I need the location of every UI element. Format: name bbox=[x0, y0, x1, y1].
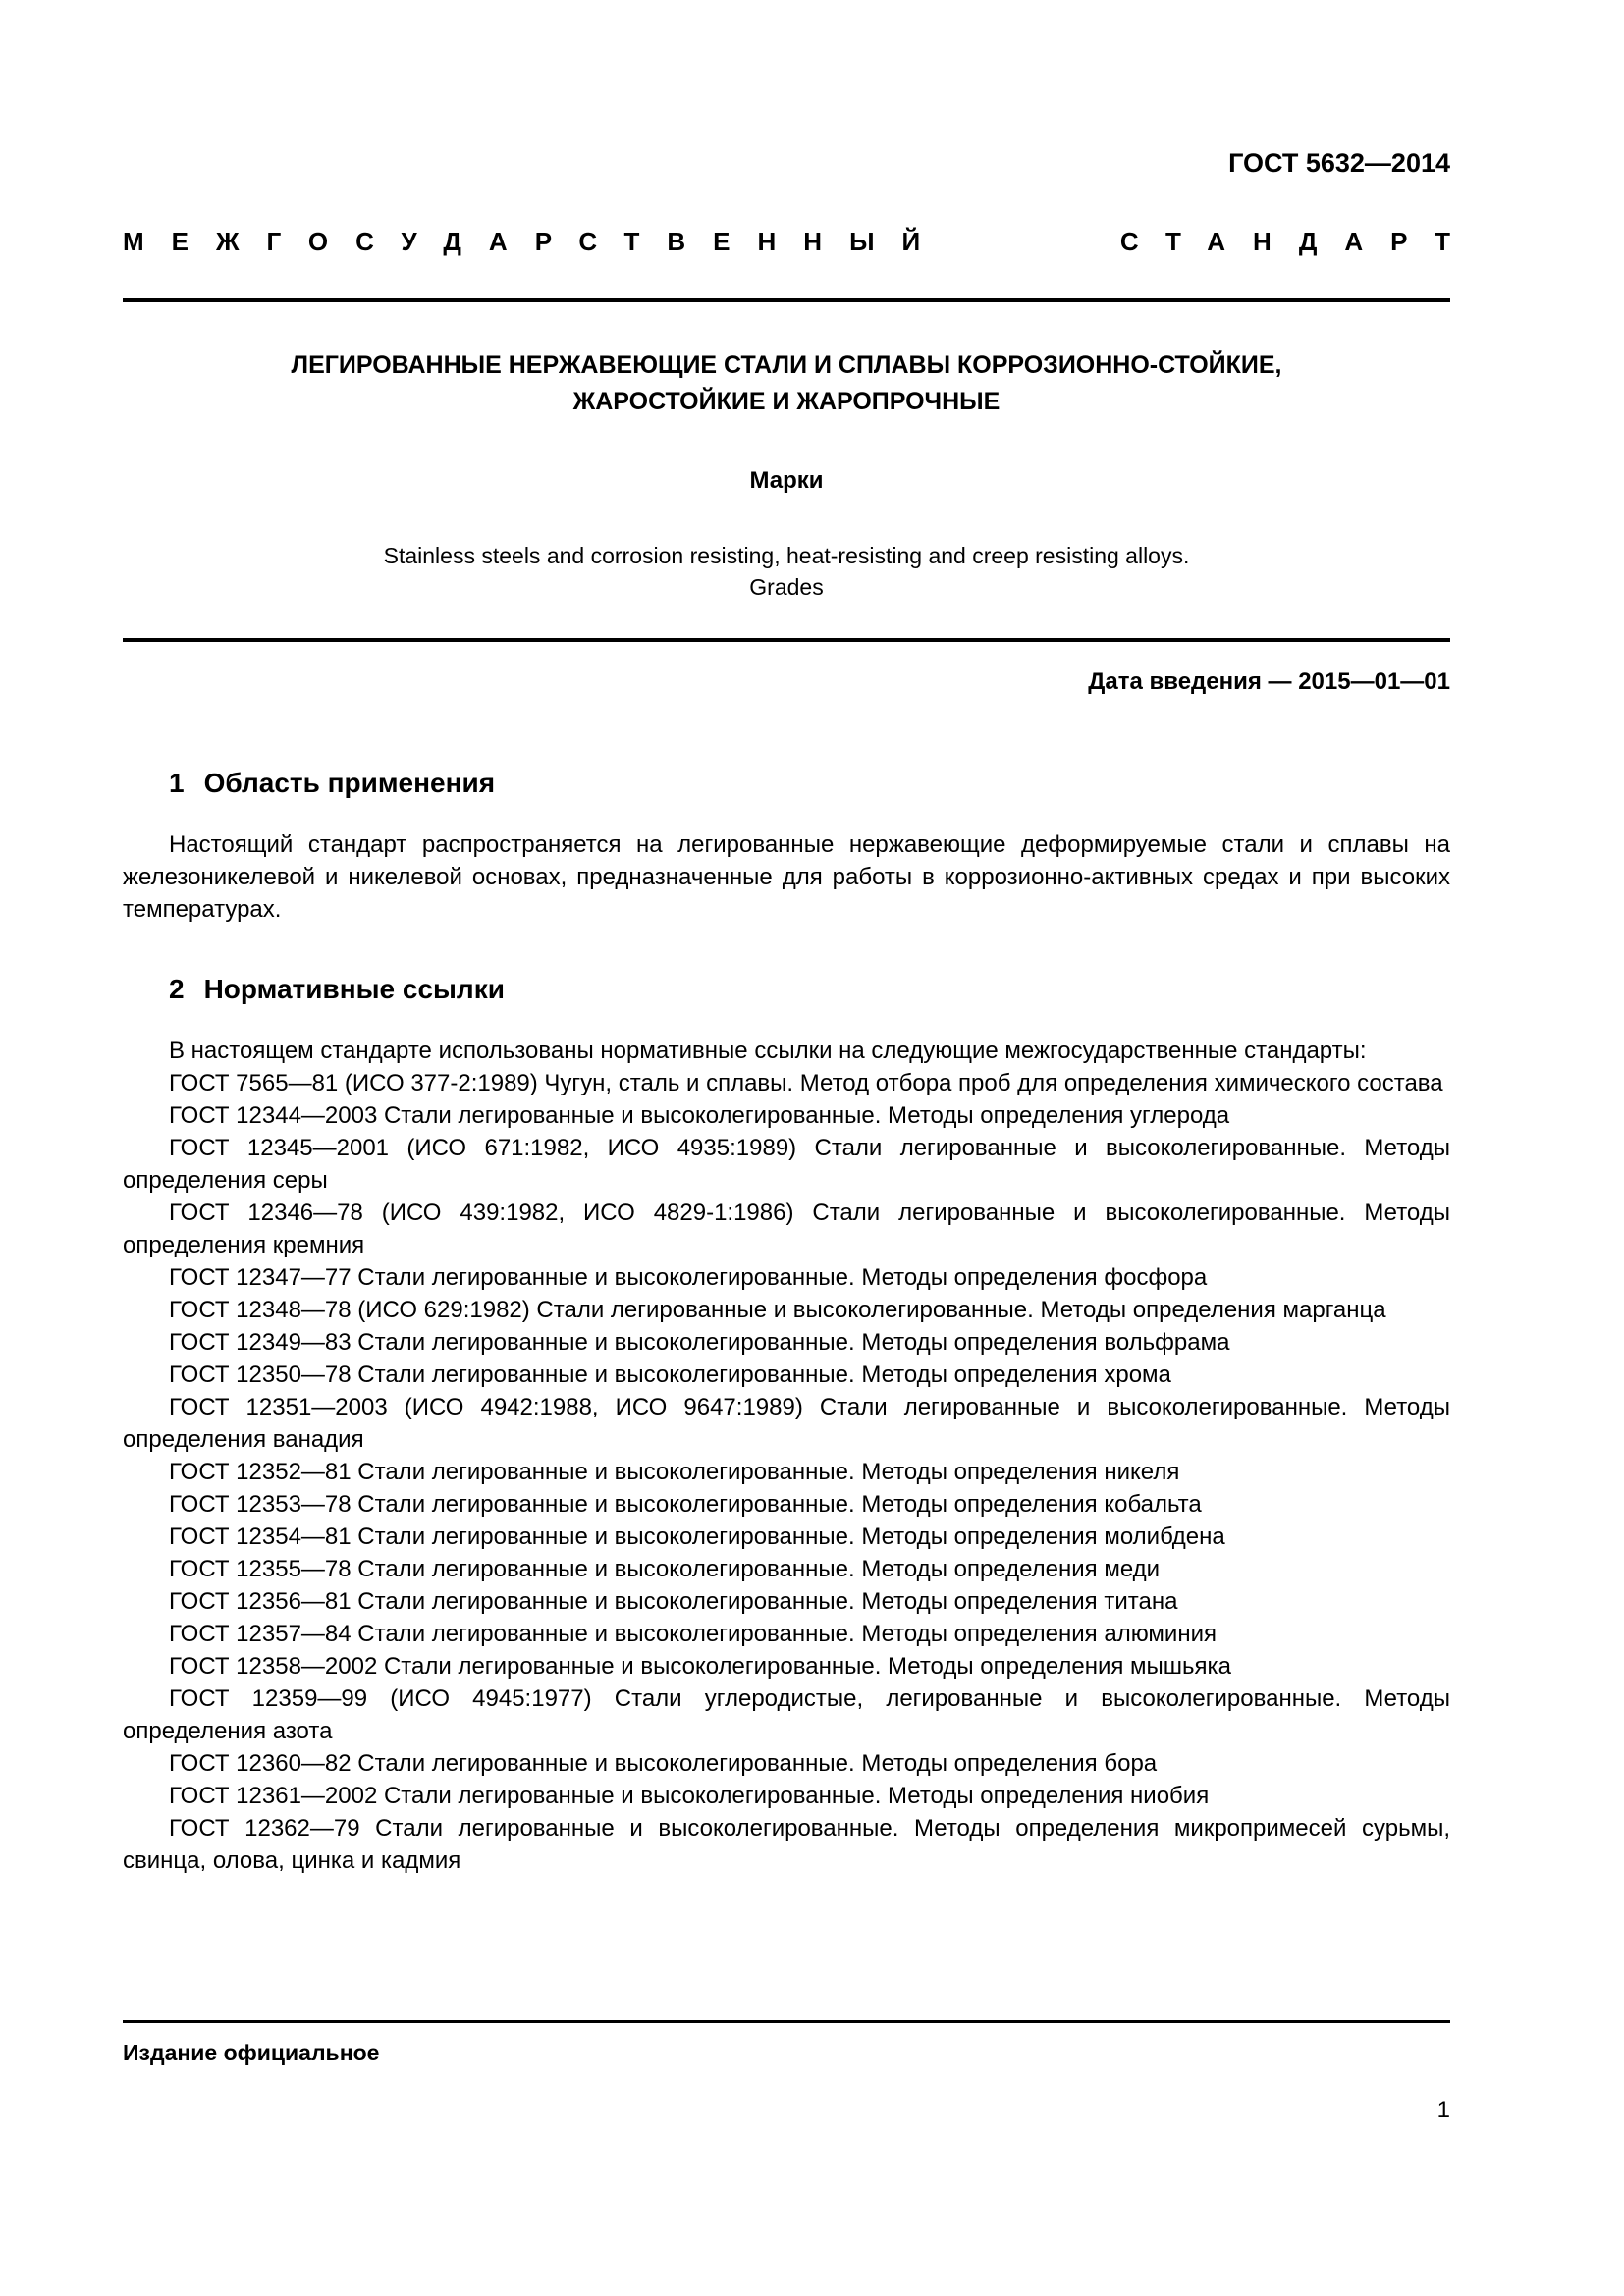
title-divider bbox=[123, 638, 1450, 642]
section-1-title: Область применения bbox=[203, 768, 496, 798]
reference-item: ГОСТ 12359—99 (ИСО 4945:1977) Стали углеродистые, легированные и высоколегированные. Методы определения азота bbox=[123, 1685, 1450, 1744]
document-title-en-line: Stainless steels and corrosion resisting, heat-resisting and creep resisting alloys. bbox=[383, 543, 1190, 568]
reference-item: ГОСТ 12344—2003 Стали легированные и высоколегированные. Методы определения углерода bbox=[169, 1102, 1230, 1129]
effective-date: Дата введения — 2015—01—01 bbox=[1088, 668, 1450, 695]
reference-item: ГОСТ 12353—78 Стали легированные и высоколегированные. Методы определения кобальта bbox=[169, 1491, 1202, 1518]
document-title-ru-line1: ЛЕГИРОВАННЫЕ НЕРЖАВЕЮЩИЕ СТАЛИ И СПЛАВЫ КОРРОЗИОННО-СТОЙКИЕ, bbox=[291, 351, 1282, 379]
reference-item: ГОСТ 12361—2002 Стали легированные и высоколегированные. Методы определения ниобия bbox=[169, 1783, 1210, 1809]
reference-item: ГОСТ 12362—79 Стали легированные и высоколегированные. Методы определения микропримесей сурьмы, свинца, олова, цинка и кадмия bbox=[123, 1815, 1450, 1874]
document-title-ru-line2: ЖАРОСТОЙКИЕ И ЖАРОПРОЧНЫЕ bbox=[572, 388, 1001, 415]
reference-item: ГОСТ 12348—78 (ИСО 629:1982) Стали легированные и высоколегированные. Методы определения марганца bbox=[169, 1297, 1386, 1323]
reference-item: ГОСТ 12357—84 Стали легированные и высоколегированные. Методы определения алюминия bbox=[169, 1621, 1217, 1647]
standard-kind-word2: СТАНДАРТ bbox=[1119, 227, 1478, 256]
section-2-number: 2 bbox=[169, 974, 185, 1004]
reference-item: ГОСТ 12349—83 Стали легированные и высоколегированные. Методы определения вольфрама bbox=[169, 1329, 1230, 1356]
standard-kind-label bbox=[123, 224, 1478, 259]
document-subtitle-en: Grades bbox=[749, 574, 824, 600]
doc-number: ГОСТ 5632—2014 bbox=[1228, 148, 1450, 178]
section-2-title: Нормативные ссылки bbox=[203, 974, 505, 1004]
header-divider bbox=[123, 298, 1450, 302]
reference-item: ГОСТ 12358—2002 Стали легированные и высоколегированные. Методы определения мышьяка bbox=[169, 1653, 1231, 1680]
reference-item: ГОСТ 12355—78 Стали легированные и высоколегированные. Методы определения меди bbox=[169, 1556, 1161, 1582]
reference-item: ГОСТ 7565—81 (ИСО 377-2:1989) Чугун, сталь и сплавы. Метод отбора проб для определения химического состава bbox=[169, 1070, 1443, 1096]
reference-item: ГОСТ 12354—81 Стали легированные и высоколегированные. Методы определения молибдена bbox=[169, 1523, 1225, 1550]
footer-divider bbox=[123, 2020, 1450, 2023]
reference-item: ГОСТ 12346—78 (ИСО 439:1982, ИСО 4829-1:1986) Стали легированные и высоколегированные. Методы определения кремния bbox=[123, 1200, 1450, 1258]
document-title-en bbox=[123, 540, 1450, 603]
document-subtitle-ru: Марки bbox=[749, 467, 824, 494]
reference-item: ГОСТ 12356—81 Стали легированные и высоколегированные. Методы определения титана bbox=[169, 1588, 1178, 1615]
section-1-paragraph: Настоящий стандарт распространяется на легированные нержавеющие деформируемые стали и сплавы на железоникелевой и никелевой основах, предназначенные для работы в коррозионно-активных средах и при высоких температурах. bbox=[123, 831, 1450, 923]
page-number: 1 bbox=[1436, 2097, 1450, 2123]
section-1-number: 1 bbox=[169, 768, 185, 798]
section-2-heading bbox=[123, 973, 1450, 1005]
reference-item: ГОСТ 12351—2003 (ИСО 4942:1988, ИСО 9647:1989) Стали легированные и высоколегированные. Методы определения ванадия bbox=[123, 1394, 1450, 1453]
reference-item: ГОСТ 12352—81 Стали легированные и высоколегированные. Методы определения никеля bbox=[169, 1459, 1180, 1485]
document-title-ru bbox=[123, 347, 1450, 420]
page-content bbox=[123, 0, 1478, 1877]
reference-item: ГОСТ 12345—2001 (ИСО 671:1982, ИСО 4935:1989) Стали легированные и высоколегированные. Методы определения серы bbox=[123, 1135, 1450, 1194]
edition-note: Издание официальное bbox=[123, 2040, 380, 2065]
section-2-intro: В настоящем стандарте использованы нормативные ссылки на следующие межгосударственные стандарты: bbox=[169, 1038, 1367, 1064]
standard-kind-word1: МЕЖГОСУДАРСТВЕННЫЙ bbox=[123, 227, 948, 256]
reference-item: ГОСТ 12350—78 Стали легированные и высоколегированные. Методы определения хрома bbox=[169, 1362, 1171, 1388]
reference-item: ГОСТ 12360—82 Стали легированные и высоколегированные. Методы определения бора bbox=[169, 1750, 1158, 1777]
section-1-heading bbox=[123, 767, 1450, 799]
reference-item: ГОСТ 12347—77 Стали легированные и высоколегированные. Методы определения фосфора bbox=[169, 1264, 1208, 1291]
